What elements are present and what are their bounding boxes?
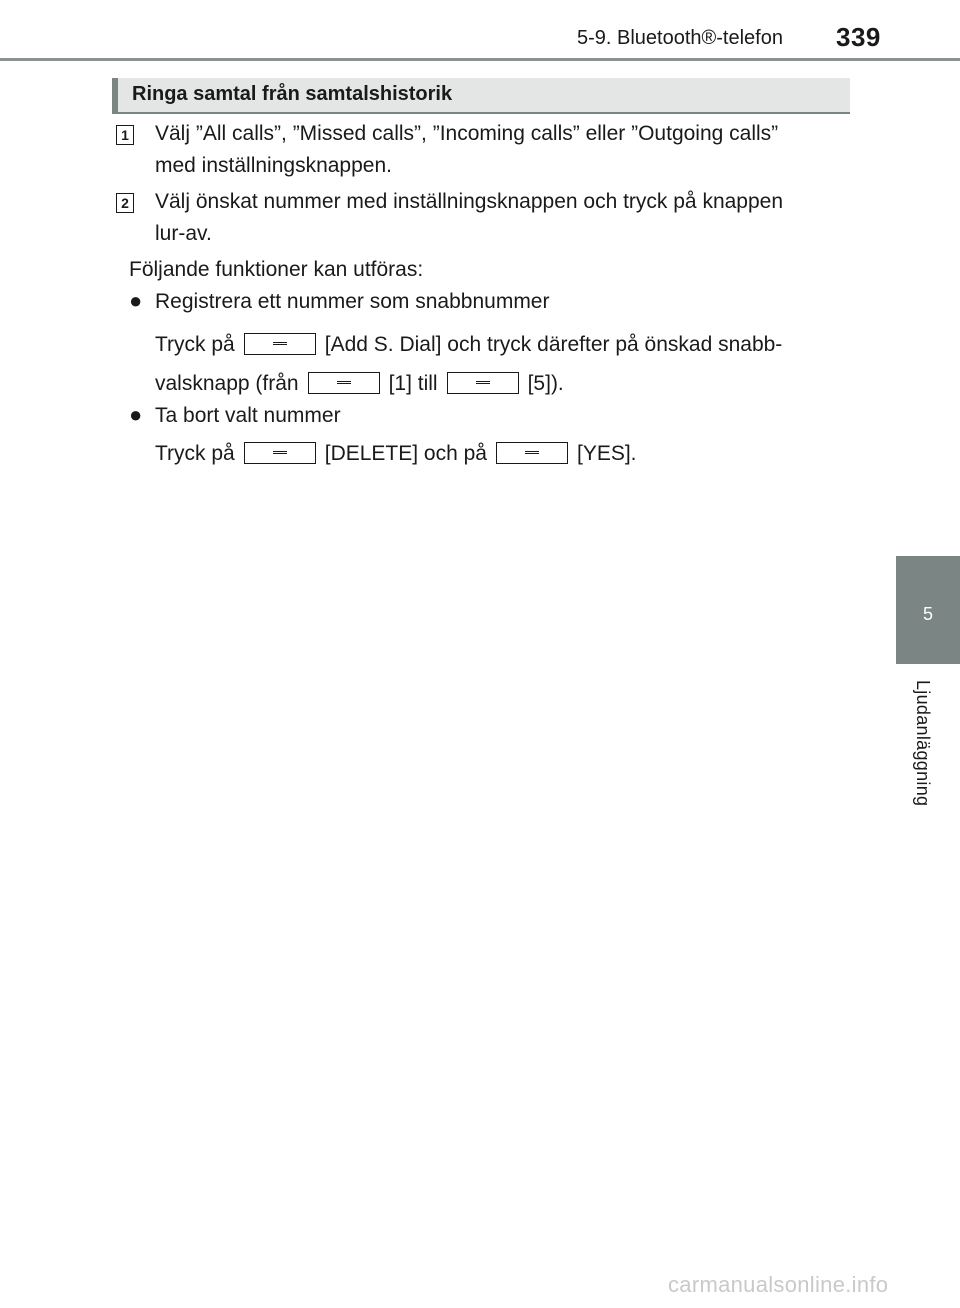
instruction-text: [DELETE] och på [324,442,487,465]
intro-text: Följande funktioner kan utföras: [129,258,424,281]
header-divider [0,58,960,61]
instruction-text: Tryck på [155,333,235,356]
instruction-line [155,438,637,470]
setting-button-icon [244,333,316,355]
step-text-line: med inställningsknappen. [155,154,392,177]
step-number-box: 1 [116,125,134,145]
page-number: 339 [836,22,881,52]
setting-button-icon [308,372,380,394]
section-header-underline [112,112,850,114]
chapter-tab [896,556,960,664]
running-header-title: 5-9. Bluetooth®-telefon [577,27,783,49]
chapter-number: 5 [922,604,933,624]
function-title: Ta bort valt nummer [155,404,341,427]
section-header [112,78,850,112]
instruction-text: [5]). [527,372,564,395]
instruction-text: [1] till [388,372,438,395]
watermark: carmanualsonline.info [668,1272,889,1297]
instruction-text: [Add S. Dial] och tryck därefter på önskad snabb- [324,333,783,356]
instruction-text: valsknapp (från [155,372,299,395]
step-number-box: 2 [116,193,134,213]
instruction-line [155,368,564,400]
step-text-line: Välj önskat nummer med inställningsknappen och tryck på knappen [155,190,784,213]
setting-button-icon [244,442,316,464]
setting-button-icon [447,372,519,394]
setting-button-icon [496,442,568,464]
bullet-icon: ● [129,288,143,313]
step-text-line: lur-av. [155,222,212,245]
instruction-line [155,329,782,361]
instruction-text: [YES]. [576,442,637,465]
bullet-icon: ● [129,402,143,427]
step-text-line: Välj ”All calls”, ”Missed calls”, ”Incoming calls” eller ”Outgoing calls” [155,122,779,145]
chapter-label: Ljudanläggning [913,680,933,807]
function-title: Registrera ett nummer som snabbnummer [155,290,550,313]
section-title: Ringa samtal från samtalshistorik [132,83,453,105]
instruction-text: Tryck på [155,442,235,465]
